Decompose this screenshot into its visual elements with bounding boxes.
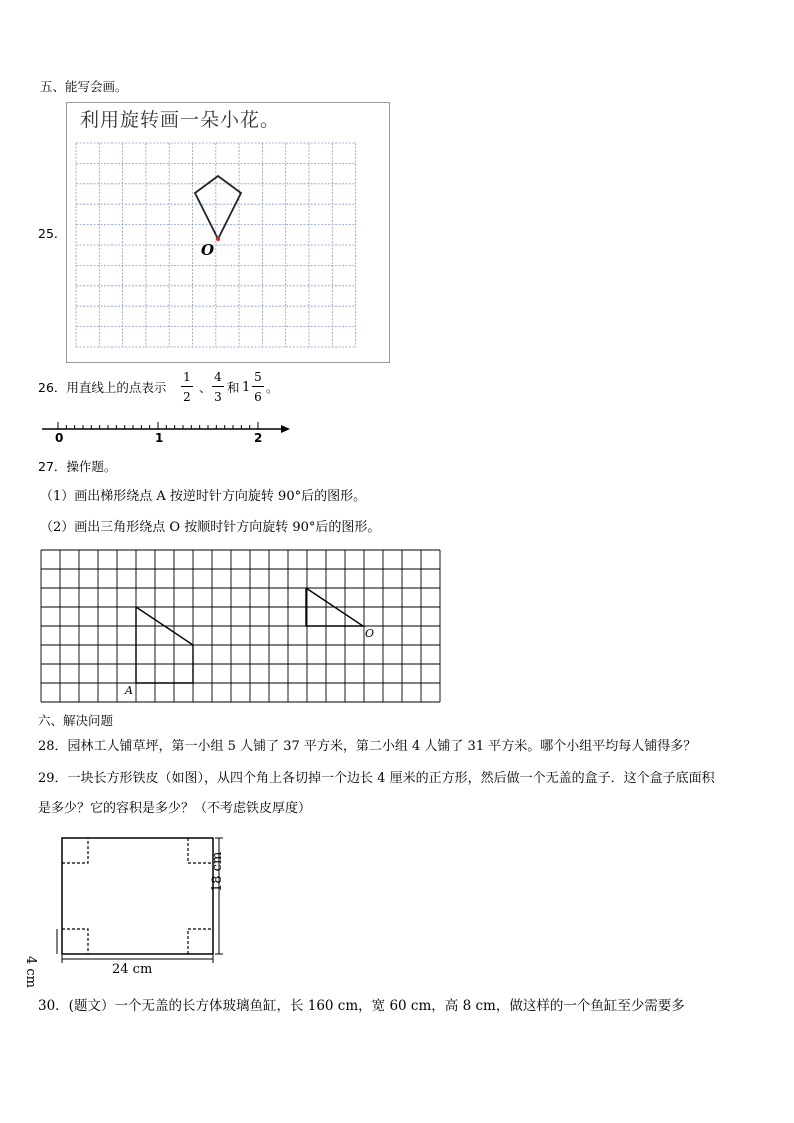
fraction-3-numerator: 5 bbox=[254, 370, 262, 384]
fraction-1-numerator: 1 bbox=[183, 370, 191, 384]
tick-label-2: 2 bbox=[254, 431, 263, 445]
point-a-label: A bbox=[125, 684, 133, 697]
fraction-2-denominator: 3 bbox=[214, 390, 222, 404]
mixed-number-whole: 1 bbox=[242, 380, 251, 395]
conjunction-and: 和 bbox=[227, 380, 240, 395]
dimension-height-label: 18 cm bbox=[210, 851, 225, 892]
dimension-corner-label: 4 cm bbox=[23, 956, 38, 989]
dimension-lines bbox=[57, 838, 223, 963]
question-27-title: 27．操作题。 bbox=[38, 459, 117, 474]
section-title-6: 六、解决问题 bbox=[38, 713, 114, 728]
question-30: 30．(题文）一个无盖的长方体玻璃鱼缸，长 160 cm，宽 60 cm，高 8 cm，做这样的一个鱼缸至少需要多 bbox=[38, 998, 685, 1014]
fraction-2-numerator: 4 bbox=[214, 370, 222, 384]
point-o-label: O bbox=[201, 241, 215, 259]
figure-banner: 利用旋转画一朵小花。 bbox=[80, 109, 281, 131]
iron-sheet-rectangle bbox=[62, 838, 213, 954]
question-27-part-2: （2）画出三角形绕点 O 按顺时针方向旋转 90°后的图形。 bbox=[40, 520, 381, 535]
tick-label-0: 0 bbox=[55, 431, 64, 445]
point-o-label-q27: O bbox=[365, 627, 375, 640]
dimension-width-label: 24 cm bbox=[112, 962, 153, 977]
question-29-line-1: 29．一块长方形铁皮（如图），从四个角上各切掉一个边长 4 厘米的正方形，然后做一个无盖的盒子．这个盒子底面积 bbox=[38, 771, 715, 786]
question-29-line-2: 是多少？它的容积是多少？（不考虑铁皮厚度） bbox=[38, 801, 312, 816]
section-title-5: 五、能写会画。 bbox=[40, 79, 128, 94]
question-28: 28．园林工人铺草坪，第一小组 5 人铺了 37 平方米，第二小组 4 人铺了 31 平方米。哪个小组平均每人铺得多？ bbox=[38, 739, 697, 754]
separator-comma: 、 bbox=[199, 380, 212, 395]
fraction-3-denominator: 6 bbox=[254, 390, 262, 404]
question-number-25: 25. bbox=[38, 226, 58, 241]
tick-label-1: 1 bbox=[155, 431, 164, 445]
sentence-end: 。 bbox=[266, 380, 279, 395]
fraction-1-denominator: 2 bbox=[183, 390, 191, 404]
question-26-prefix: 26．用直线上的点表示 bbox=[38, 380, 167, 395]
question-27-part-1: （1）画出梯形绕点 A 按逆时针方向旋转 90°后的图形。 bbox=[40, 489, 367, 504]
corner-cut-squares bbox=[62, 838, 213, 954]
